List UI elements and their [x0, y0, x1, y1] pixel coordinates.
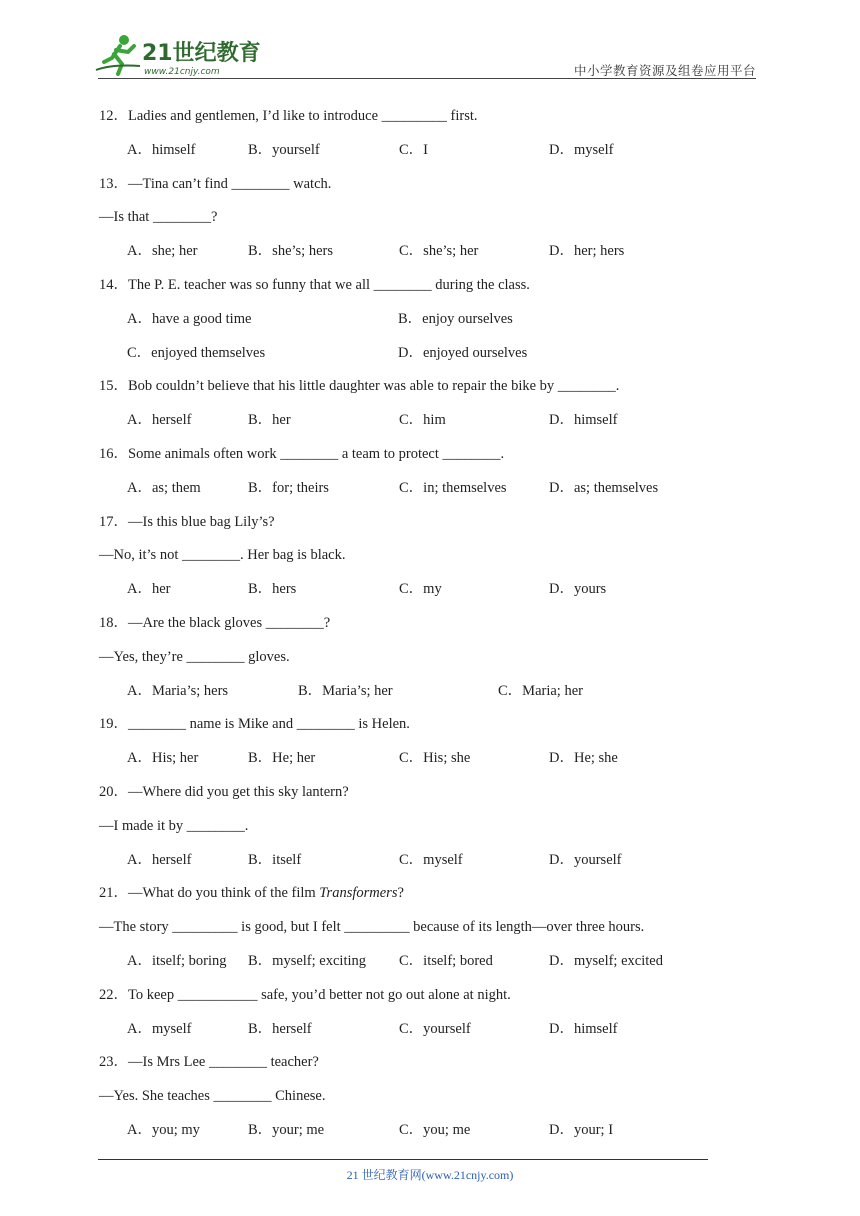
logo-text: 21世纪教育 — [142, 41, 261, 66]
answer-option[interactable]: D．myself; excited — [549, 953, 663, 969]
answer-option[interactable]: A．you; my — [127, 1122, 200, 1138]
stem-punctuation: ? — [397, 885, 404, 902]
question-stem: 13．—Tina can’t find ________ watch. — [99, 175, 332, 192]
question-dialogue-line: —I made it by ________. — [99, 817, 249, 834]
answer-option[interactable]: B．He; her — [248, 750, 316, 767]
question-dialogue-line: —No, it’s not ________. Her bag is black. — [99, 547, 346, 564]
answer-option[interactable]: B．yourself — [248, 141, 320, 158]
answer-option[interactable]: D．her; hers — [549, 243, 625, 260]
answer-option[interactable]: A．himself — [127, 141, 196, 158]
answer-option[interactable]: D．himself — [549, 412, 618, 429]
answer-option[interactable]: A．itself; boring — [127, 953, 227, 969]
question-stem: 23．—Is Mrs Lee ________ teacher? — [99, 1054, 319, 1071]
answer-option[interactable]: B．her — [248, 412, 291, 429]
answer-option[interactable]: B．herself — [248, 1020, 312, 1037]
page-header — [0, 0, 860, 90]
question-stem: 17．—Is this blue bag Lily’s? — [99, 513, 275, 530]
answer-option[interactable]: C．she’s; her — [399, 243, 479, 260]
answer-option[interactable]: B．enjoy ourselves — [398, 310, 513, 327]
answer-option[interactable]: B．she’s; hers — [248, 243, 333, 260]
header-tagline: 中小学教育资源及组卷应用平台 — [573, 63, 756, 78]
answer-option[interactable]: A．herself — [127, 412, 192, 429]
answer-option[interactable]: D．himself — [549, 1020, 618, 1037]
question-stem: 12．Ladies and gentlemen, I’d like to introduce _________ first. — [99, 108, 478, 124]
film-title: Transformers — [319, 885, 398, 902]
answer-option[interactable]: B．your; me — [248, 1122, 325, 1138]
answer-option[interactable]: C．Maria; her — [498, 682, 583, 699]
answer-option[interactable]: B．itself — [248, 851, 302, 868]
logo-graphic — [92, 30, 262, 80]
answer-option[interactable]: D．your; I — [549, 1122, 614, 1138]
question-dialogue-line: —The story _________ is good, but I felt _________ because of its length—over three hours. — [99, 919, 645, 936]
answer-option[interactable]: A．have a good time — [127, 310, 252, 327]
answer-option[interactable]: B．Maria’s; her — [298, 682, 393, 699]
answer-option[interactable]: A．Maria’s; hers — [127, 682, 229, 699]
question-stem: 22．To keep ___________ safe, you’d better not go out alone at night. — [99, 986, 511, 1003]
answer-option[interactable]: B．hers — [248, 581, 297, 598]
answer-option[interactable]: C．yourself — [399, 1020, 471, 1037]
answer-option[interactable]: A．His; her — [127, 750, 199, 767]
answer-option[interactable]: B．for; theirs — [248, 479, 329, 496]
question-stem — [99, 883, 404, 903]
answer-option[interactable]: D．enjoyed ourselves — [398, 344, 528, 361]
answer-option[interactable]: C．him — [399, 412, 446, 429]
question-dialogue-line: —Yes, they’re ________ gloves. — [99, 648, 290, 665]
answer-option[interactable]: C．you; me — [399, 1122, 471, 1138]
answer-option[interactable]: D．as; themselves — [549, 479, 659, 496]
answer-option[interactable]: C．His; she — [399, 750, 471, 767]
footer-text[interactable]: 21 世纪教育网(www.21cnjy.com) — [346, 1168, 514, 1182]
question-stem: 14．The P. E. teacher was so funny that we all ________ during the class. — [99, 277, 530, 293]
question-stem: 15．Bob couldn’t believe that his little daughter was able to repair the bike by ________. — [99, 378, 620, 395]
answer-option[interactable]: A．herself — [127, 851, 192, 868]
answer-option[interactable]: C．I — [399, 141, 428, 158]
site-logo[interactable] — [92, 30, 262, 80]
question-stem: 18．—Are the black gloves ________? — [99, 615, 331, 631]
answer-option[interactable]: D．He; she — [549, 750, 618, 767]
logo-url: www.21cnjy.com — [144, 67, 220, 77]
answer-option[interactable]: C．my — [399, 581, 442, 598]
answer-option[interactable]: A．her — [127, 581, 171, 598]
answer-option[interactable]: C．in; themselves — [399, 479, 507, 496]
answer-option[interactable]: A．she; her — [127, 243, 198, 260]
header-divider — [98, 78, 756, 79]
answer-option[interactable]: D．yourself — [549, 851, 622, 868]
answer-option[interactable]: D．yours — [549, 581, 607, 598]
question-stem: 19．________ name is Mike and ________ is Helen. — [99, 716, 410, 733]
question-stem: 16．Some animals often work ________ a team to protect ________. — [99, 446, 505, 462]
answer-option[interactable]: D．myself — [549, 141, 614, 158]
question-dialogue-line: —Yes. She teaches ________ Chinese. — [99, 1088, 326, 1105]
answer-option[interactable]: A．as; them — [127, 479, 201, 496]
stem-text: 21．—What do you think of the film — [99, 885, 320, 902]
answer-option[interactable]: C．myself — [399, 851, 463, 868]
answer-option[interactable]: A．myself — [127, 1020, 192, 1037]
question-stem: 20．—Where did you get this sky lantern? — [99, 784, 349, 800]
answer-option[interactable]: B．myself; exciting — [248, 953, 366, 969]
question-dialogue-line: —Is that ________? — [99, 209, 218, 226]
footer-divider — [98, 1159, 708, 1160]
answer-option[interactable]: C．itself; bored — [399, 953, 493, 969]
answer-option[interactable]: C．enjoyed themselves — [127, 344, 266, 361]
